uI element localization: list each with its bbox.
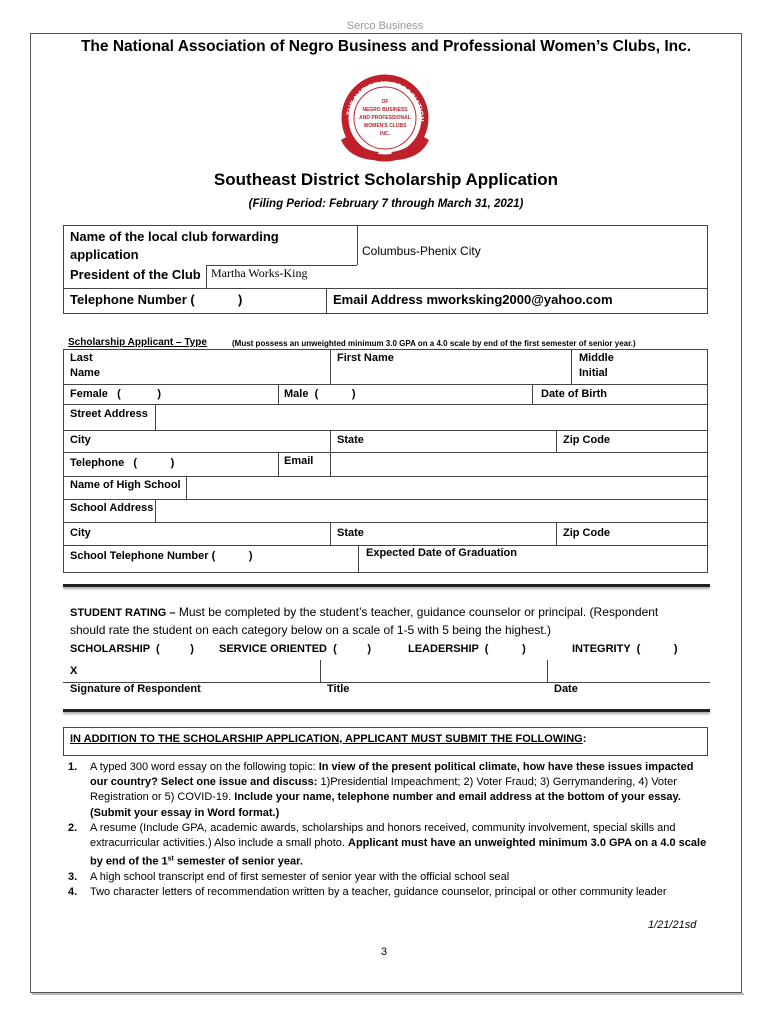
list-item-text: Two character letters of recommendation written by a teacher, guidance counselor, principal or other community leader (90, 886, 667, 899)
rating-intro (70, 605, 710, 619)
local-club-value[interactable]: Columbus-Phenix City (362, 244, 481, 258)
local-club-label-cont: application (70, 247, 139, 262)
list-item-text: A resume (Include GPA, academic awards, scholarships and honors received, community involvement, special skills and extracurricular activities.) Also include a small photo. (90, 821, 676, 850)
signature-label: Signature of Respondent (70, 683, 201, 695)
school-address-input[interactable] (157, 501, 706, 520)
middle-initial-label-cont: Initial (579, 367, 608, 379)
section-divider (63, 584, 710, 587)
applicant-email-input[interactable] (332, 454, 706, 474)
list-item-emphasis: Include your name, telephone number and email address at the bottom of your essay. (Submit your essay in Word format.) (90, 791, 681, 819)
logo-line: AND PROFESSIONAL (359, 115, 411, 121)
header-note: Serco Business (346, 20, 424, 32)
local-club-label: Name of the local club forwarding (70, 229, 279, 244)
rating-instructions-cont: should rate the student on each category below on a scale of 1-5 with 5 being the highest.) (70, 623, 551, 637)
signature-input[interactable] (82, 660, 318, 681)
rating-instructions: Must be completed by the student’s teacher, guidance counselor or principal. (Respondent (175, 605, 659, 619)
high-school-input[interactable] (188, 478, 706, 497)
logo-ring-text: THE NATIONAL ASSOCIATION (344, 78, 427, 122)
rating-heading: STUDENT RATING – (70, 607, 176, 619)
first-name-label: First Name (337, 352, 394, 364)
service-rating-field[interactable]: SERVICE ORIENTED ( ) (219, 643, 371, 655)
requirements-heading (70, 733, 586, 745)
integrity-rating-field[interactable]: INTEGRITY ( ) (572, 643, 678, 655)
last-name-label: Last (70, 352, 93, 364)
page-number: 3 (381, 946, 388, 958)
list-item-number: 1. (68, 761, 78, 773)
city-label: City (70, 434, 91, 446)
list-item-emphasis: Applicant must have an unweighted minimum 3.0 GPA on a 4.0 scale by end of the 1 (90, 837, 707, 868)
president-value[interactable]: Martha Works-King (211, 266, 308, 280)
applicant-email-label: Email (284, 455, 314, 467)
president-label: President of the Club (70, 267, 201, 282)
applicant-telephone-field[interactable]: Telephone ( ) (70, 457, 175, 469)
school-city-label: City (70, 527, 91, 539)
scholarship-rating-field[interactable]: SCHOLARSHIP ( ) (70, 643, 194, 655)
list-item-number: 3. (68, 871, 78, 884)
zip-code-label: Zip Code (563, 434, 611, 446)
filing-period: (Filing Period: February 7 through March 31, 2021) (248, 198, 524, 210)
list-item-text: 1)Presidential Impeachment; 2) Voter Fraud; 3) Gerrymandering, 4) Voter Registration or 5) COVID-19. (90, 776, 677, 804)
last-name-label-cont: Name (70, 367, 100, 379)
applicant-heading: Scholarship Applicant – Type (68, 337, 207, 348)
school-zip-label: Zip Code (563, 527, 611, 539)
organization-title: The National Association of Negro Business and Professional Women’s Clubs, Inc. (80, 38, 692, 55)
gpa-note: (Must possess an unweighted minimum 3.0 GPA on a 4.0 scale by end of the first semester of senior year.) (232, 339, 636, 348)
street-address-label: Street Address (70, 408, 148, 420)
footer-code: 1/21/21sd (648, 919, 697, 931)
leadership-rating-field[interactable]: LEADERSHIP ( ) (408, 643, 526, 655)
association-seal-icon (333, 70, 437, 166)
high-school-label: Name of High School (70, 479, 181, 491)
requirements-list (68, 760, 708, 900)
state-label: State (337, 434, 364, 446)
list-item-number: 2. (68, 821, 78, 834)
date-input[interactable] (549, 660, 708, 681)
list-item-text: A typed 300 word essay on the following topic: (90, 761, 319, 773)
club-email-field[interactable]: Email Address mworksking2000@yahoo.com (333, 292, 613, 307)
street-address-input[interactable] (157, 406, 706, 428)
title-input[interactable] (322, 660, 545, 681)
requirements-heading-text: IN ADDITION TO THE SCHOLARSHIP APPLICATION, APPLICANT MUST SUBMIT THE FOLLOWING (70, 733, 583, 745)
list-item-emphasis: In view of the present political climate, how have these issues impacted our country? Select one issue and discuss: (90, 761, 694, 789)
list-item (68, 821, 708, 870)
logo-line: NEGRO BUSINESS (362, 107, 408, 113)
section-divider (63, 709, 710, 712)
middle-initial-label: Middle (579, 352, 614, 364)
title-label: Title (327, 683, 350, 695)
list-item (68, 760, 708, 821)
date-of-birth-label: Date of Birth (541, 388, 607, 400)
school-address-label: School Address (70, 502, 154, 514)
list-item-number: 4. (68, 886, 78, 899)
male-checkbox[interactable]: Male ( ) (284, 388, 356, 400)
signature-x-mark: X (70, 665, 78, 677)
female-checkbox[interactable]: Female ( ) (70, 388, 162, 400)
requirements-heading-colon: : (582, 733, 587, 745)
list-item (68, 885, 708, 900)
list-item-emphasis: semester of senior year. (173, 855, 303, 868)
graduation-date-label: Expected Date of Graduation (366, 547, 517, 559)
logo-line: OF (381, 99, 389, 105)
club-telephone-field[interactable]: Telephone Number ( ) (70, 292, 243, 307)
list-item-superscript: st (167, 855, 174, 863)
school-telephone-field[interactable]: School Telephone Number ( ) (70, 550, 253, 562)
school-state-label: State (337, 527, 364, 539)
form-title: Southeast District Scholarship Application (213, 170, 559, 189)
logo-line: INC. (380, 131, 390, 137)
list-item (68, 870, 708, 885)
date-label: Date (554, 683, 578, 695)
logo-line: WOMEN'S CLUBS (363, 123, 407, 129)
list-item-text: A high school transcript end of first semester of senior year with the official school seal (90, 871, 510, 884)
